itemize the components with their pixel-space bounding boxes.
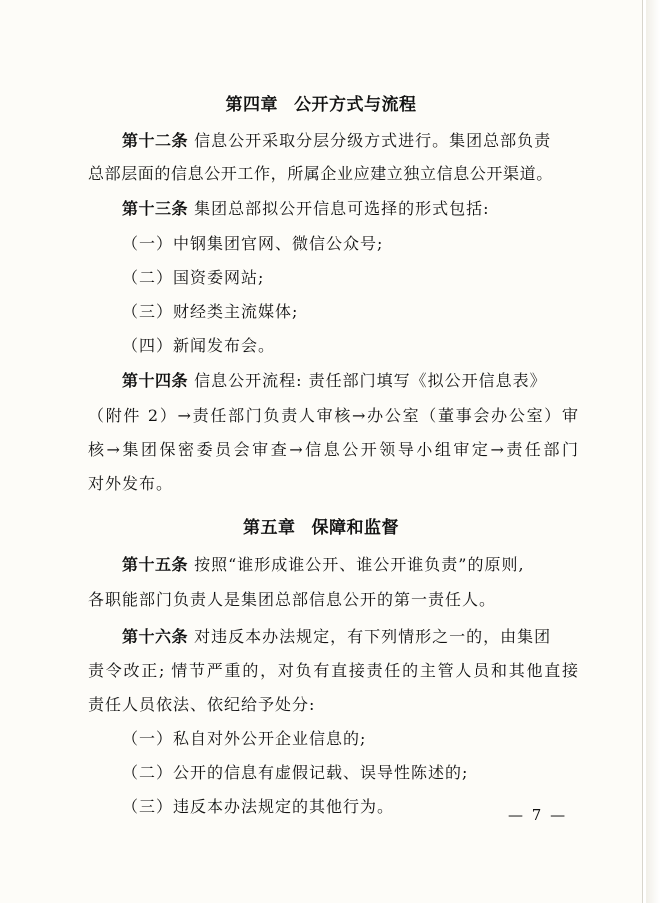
article-14-line-2: （附件 2）→责任部门负责人审核→办公室（董事会办公室）审 xyxy=(88,406,578,425)
article-16-item-2: （二）公开的信息有虚假记载、误导性陈述的; xyxy=(122,763,469,782)
article-14-line-3: 核→集团保密委员会审查→信息公开领导小组审定→责任部门 xyxy=(88,440,578,459)
page-edge xyxy=(646,0,660,903)
chapter-4-number: 第四章 xyxy=(225,95,278,115)
article-13-item-1: （一）中钢集团官网、微信公众号; xyxy=(122,234,384,253)
article-13-item-3: （三）财经类主流媒体; xyxy=(122,302,299,321)
article-14-line-4: 对外发布。 xyxy=(88,474,174,493)
article-16-item-3: （三）违反本办法规定的其他行为。 xyxy=(122,797,395,816)
article-15-label: 第十五条 xyxy=(122,555,189,574)
article-12-line-1: 第十二条 信息公开采取分层分级方式进行。集团总部负责 xyxy=(122,131,552,150)
article-16-label: 第十六条 xyxy=(122,627,189,646)
article-15-line-1: 第十五条 按照“谁形成谁公开、谁公开谁负责”的原则, xyxy=(122,555,525,574)
article-14-line-1: 第十四条 信息公开流程: 责任部门填写《拟公开信息表》 xyxy=(122,371,547,390)
chapter-5-number: 第五章 xyxy=(243,518,296,538)
chapter-5-heading xyxy=(0,513,642,538)
chapter-5-title: 保障和监督 xyxy=(311,518,399,538)
article-13-label: 第十三条 xyxy=(122,199,189,218)
article-13-line-1: 第十三条 集团总部拟公开信息可选择的形式包括: xyxy=(122,199,490,218)
page-number: — 7 — xyxy=(508,806,568,824)
article-12-line-2: 总部层面的信息公开工作，所属企业应建立独立信息公开渠道。 xyxy=(88,164,553,183)
article-14-label: 第十四条 xyxy=(122,371,189,390)
chapter-4-heading xyxy=(0,90,642,115)
chapter-4-title: 公开方式与流程 xyxy=(294,95,417,115)
article-16-item-1: （一）私自对外公开企业信息的; xyxy=(122,729,367,748)
article-16-line-3: 责任人员依法、依纪给予处分: xyxy=(88,695,316,714)
article-16-line-1: 第十六条 对违反本办法规定，有下列情形之一的，由集团 xyxy=(122,627,552,646)
article-16-line-2: 责令改正; 情节严重的，对负有直接责任的主管人员和其他直接 xyxy=(88,661,578,680)
article-13-item-4: （四）新闻发布会。 xyxy=(122,336,276,355)
article-13-item-2: （二）国资委网站; xyxy=(122,268,265,287)
article-12-label: 第十二条 xyxy=(122,131,189,150)
article-15-line-2: 各职能部门负责人是集团总部信息公开的第一责任人。 xyxy=(88,590,497,609)
